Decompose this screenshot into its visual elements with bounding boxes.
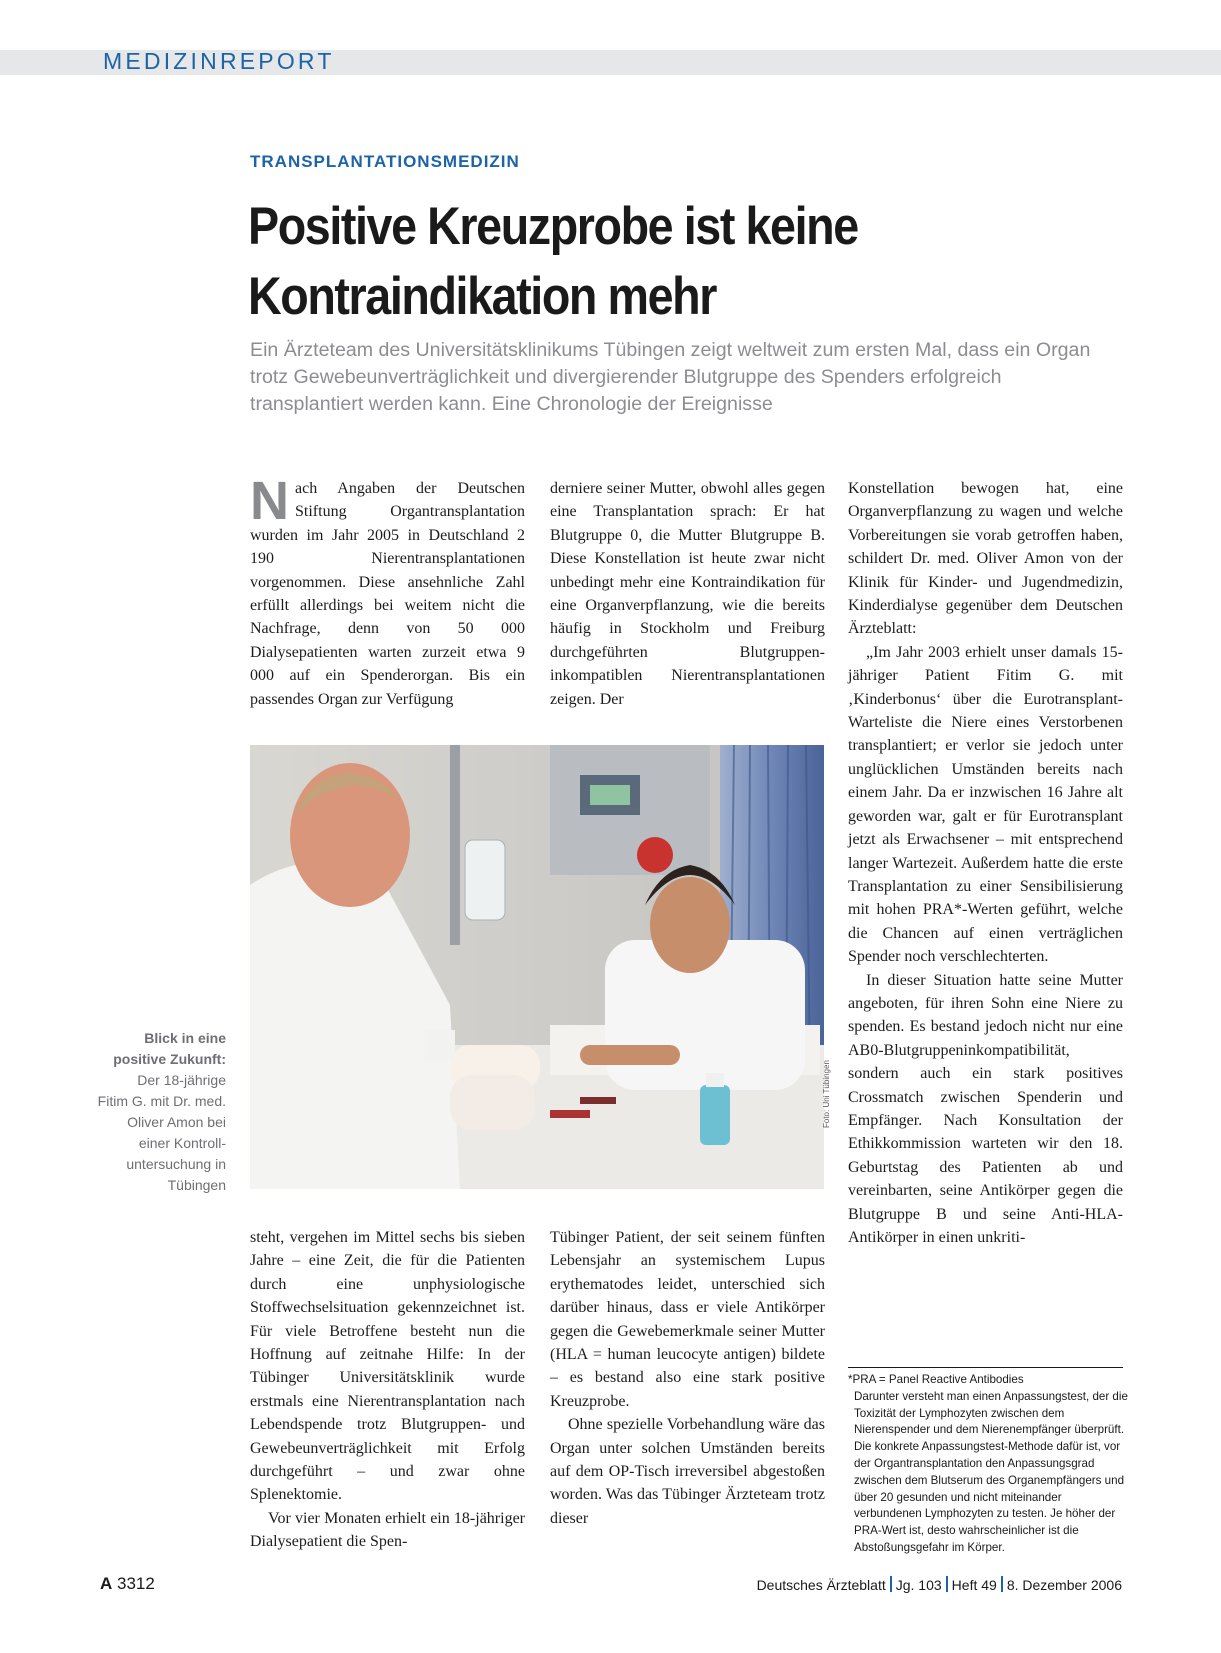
- body-paragraph: Konstellation bewogen hat, eine Organverpflanzung zu wagen und welche Vorbereitungen sie vorab getroffen haben, schildert Dr. med. Oliver Amon von der Klinik für Kinder- und Jugendmedizin, Kinderdialyse gegenüber dem Deutschen Ärzteblatt:: [848, 480, 1123, 638]
- body-column-1-bottom: [250, 1226, 525, 1554]
- photo-caption: [78, 1028, 226, 1196]
- body-column-2-top: [550, 477, 825, 711]
- body-paragraph: Tübinger Patient, der seit seinem fünften Lebensjahr an systemischem Lupus erythematodes leidet, unterschied sich darüber hinaus, dass er viele Antikörper gegen die Gewebemerkmale seiner Mutter (HLA = human leucocyte antigen) bildete – es bestand also eine stark positive Kreuzprobe.: [550, 1229, 825, 1410]
- journal-name: Deutsches Ärzteblatt: [756, 1577, 886, 1593]
- journal-footer: [757, 1576, 1122, 1593]
- caption-title-line: Blick in eine: [144, 1030, 226, 1046]
- body-column-2-bottom: [550, 1226, 825, 1530]
- footnote-title: *PRA = Panel Reactive Antibodies: [848, 1373, 1024, 1386]
- footer-separator: [1001, 1576, 1003, 1592]
- footnote: [848, 1372, 1128, 1557]
- page-number: [100, 1574, 155, 1594]
- article-kicker: TRANSPLANTATIONSMEDIZIN: [250, 152, 520, 171]
- body-paragraph: „Im Jahr 2003 erhielt unser damals 15-jähriger Patient Fitim G. mit ‚Kinderbonus‘ über die Eurotransplant-Warteliste die Niere eines Verstorbenen transplantiert; er verlor sie jedoch unter unglücklichen Umständen bereits nach einem Jahr. Da er inzwischen 16 Jahre alt geworden war, galt er für Eurotransplant jetzt als Erwachsener – mit entsprechend langer Wartezeit. Außerdem hatte die erste Transplantation zu einer Sensibilisierung mit hohen PRA*-Werten geführt, welche die Chancen auf einen verträglichen Spender noch verschlechterten.: [848, 643, 1123, 966]
- article-photo: [250, 745, 824, 1189]
- body-paragraph: steht, vergehen im Mittel sechs bis sieben Jahre – eine Zeit, die für die Patienten durch eine unphysiologische Stoffwechselsituation gekennzeichnet ist. Für viele Betroffene besteht nun die Hoffnung auf zeitnahe Hilfe: In der Tübinger Universitätsklinik wurde erstmals eine Nierentransplantation nach Lebendspende trotz Blutgruppen- und Gewebeunverträglichkeit mit Erfolg durchgeführt – und zwar ohne Splenektomie.: [250, 1229, 525, 1504]
- footer-separator: [946, 1576, 948, 1592]
- body-paragraph: Vor vier Monaten erhielt ein 18-jähriger Dialysepatient die Spen-: [250, 1509, 525, 1551]
- section-banner-label: MEDIZINREPORT: [103, 48, 335, 74]
- body-column-3: [848, 477, 1123, 1249]
- caption-line: einer Kontroll-: [138, 1135, 226, 1151]
- body-column-1-top: [250, 471, 525, 711]
- journal-date: 8. Dezember 2006: [1006, 1577, 1122, 1593]
- footnote-text: Darunter versteht man einen Anpassungstest, der die Toxizität der Lymphozyten zwischen dem Nierenspender und dem Nierenempfänger überprüft. Die konkrete Anpassungstest-Methode dafür ist, vor der Organtransplantation den Anpassungsgrad zwischen dem Blutserum des Organempfängers und über 20 gesunden und nicht miteinander verbundenen Lymphozyten zu testen. Je höher der PRA-Wert ist, desto wahrscheinlicher ist die Abstoßungsgefahr im Körper.: [854, 1389, 1128, 1554]
- headline-line-2: Kontraindikation mehr: [248, 267, 716, 326]
- footnote-divider: [848, 1367, 1123, 1368]
- caption-title-line: positive Zukunft:: [113, 1051, 226, 1067]
- article-lead: Ein Ärzteteam des Universitätsklinikums Tübingen zeigt weltweit zum ersten Mal, dass ein Organ trotz Gewebeunverträglichkeit und divergierender Blutgruppe des Spenders erfolgreich transplantiert werden kann. Eine Chronologie der Ereignisse: [250, 339, 1091, 415]
- caption-line: untersuchung in: [126, 1156, 226, 1172]
- journal-issue: Heft 49: [951, 1577, 997, 1593]
- photo-credit: Foto: Uni Tübingen: [822, 1060, 831, 1128]
- article-headline: [248, 192, 1040, 332]
- journal-volume: Jg. 103: [895, 1577, 942, 1593]
- body-paragraph: Ohne spezielle Vorbehandlung wäre das Organ unter solchen Umständen bereits auf dem OP-Tisch irreversibel abgestoßen worden. Was das Tübinger Ärzteteam trotz dieser: [550, 1416, 825, 1527]
- caption-line: Tübingen: [167, 1177, 226, 1193]
- page-number-value: 3312: [117, 1574, 155, 1593]
- body-paragraph: In dieser Situation hatte seine Mutter angeboten, für ihren Sohn eine Niere zu spenden. Es bestand jedoch nicht nur eine AB0-Blutgruppeninkompatibilität, sondern auch ein stark positives Crossmatch zwischen Spenderin und Empfänger. Nach Konsultation der Ethikkommission warteten wir den 18. Geburtstag des Patienten ab und vereinbarten, seine Antikörper gegen die Blutgruppe B und seine Anti-HLA-Antikörper in einen unkriti-: [848, 971, 1123, 1246]
- body-text: derniere seiner Mutter, obwohl alles gegen eine Transplantation sprach: Er hat Blutgruppe 0, die Mutter Blutgruppe B. Diese Konstellation ist heute zwar nicht unbedingt mehr eine Kontraindikation für eine Organverpflanzung, wie die bereits häufig in Stockholm und Freiburg durchgeführten Blutgruppen-inkompatiblen Nierentransplantationen zeigen. Der: [550, 480, 825, 708]
- footer-separator: [890, 1576, 892, 1592]
- caption-line: Der 18-jährige: [137, 1072, 226, 1088]
- body-text: ach Angaben der Deutschen Stiftung Organtransplantation wurden im Jahr 2005 in Deutschland 2 190 Nierentransplantationen vorgenommen. Diese ansehnliche Zahl erfüllt allerdings bei weitem nicht die Nachfrage, denn von 50 000 Dialysepatienten warten zurzeit etwa 9 000 auf ein Spenderorgan. Bis ein passendes Organ zur Verfügung: [250, 480, 525, 708]
- caption-line: Oliver Amon bei: [127, 1114, 226, 1130]
- page-prefix: A: [100, 1574, 113, 1593]
- headline-line-1: Positive Kreuzprobe ist keine: [248, 197, 858, 256]
- drop-cap: N: [250, 471, 289, 531]
- caption-line: Fitim G. mit Dr. med.: [97, 1093, 226, 1109]
- photo-illustration: [250, 745, 824, 1189]
